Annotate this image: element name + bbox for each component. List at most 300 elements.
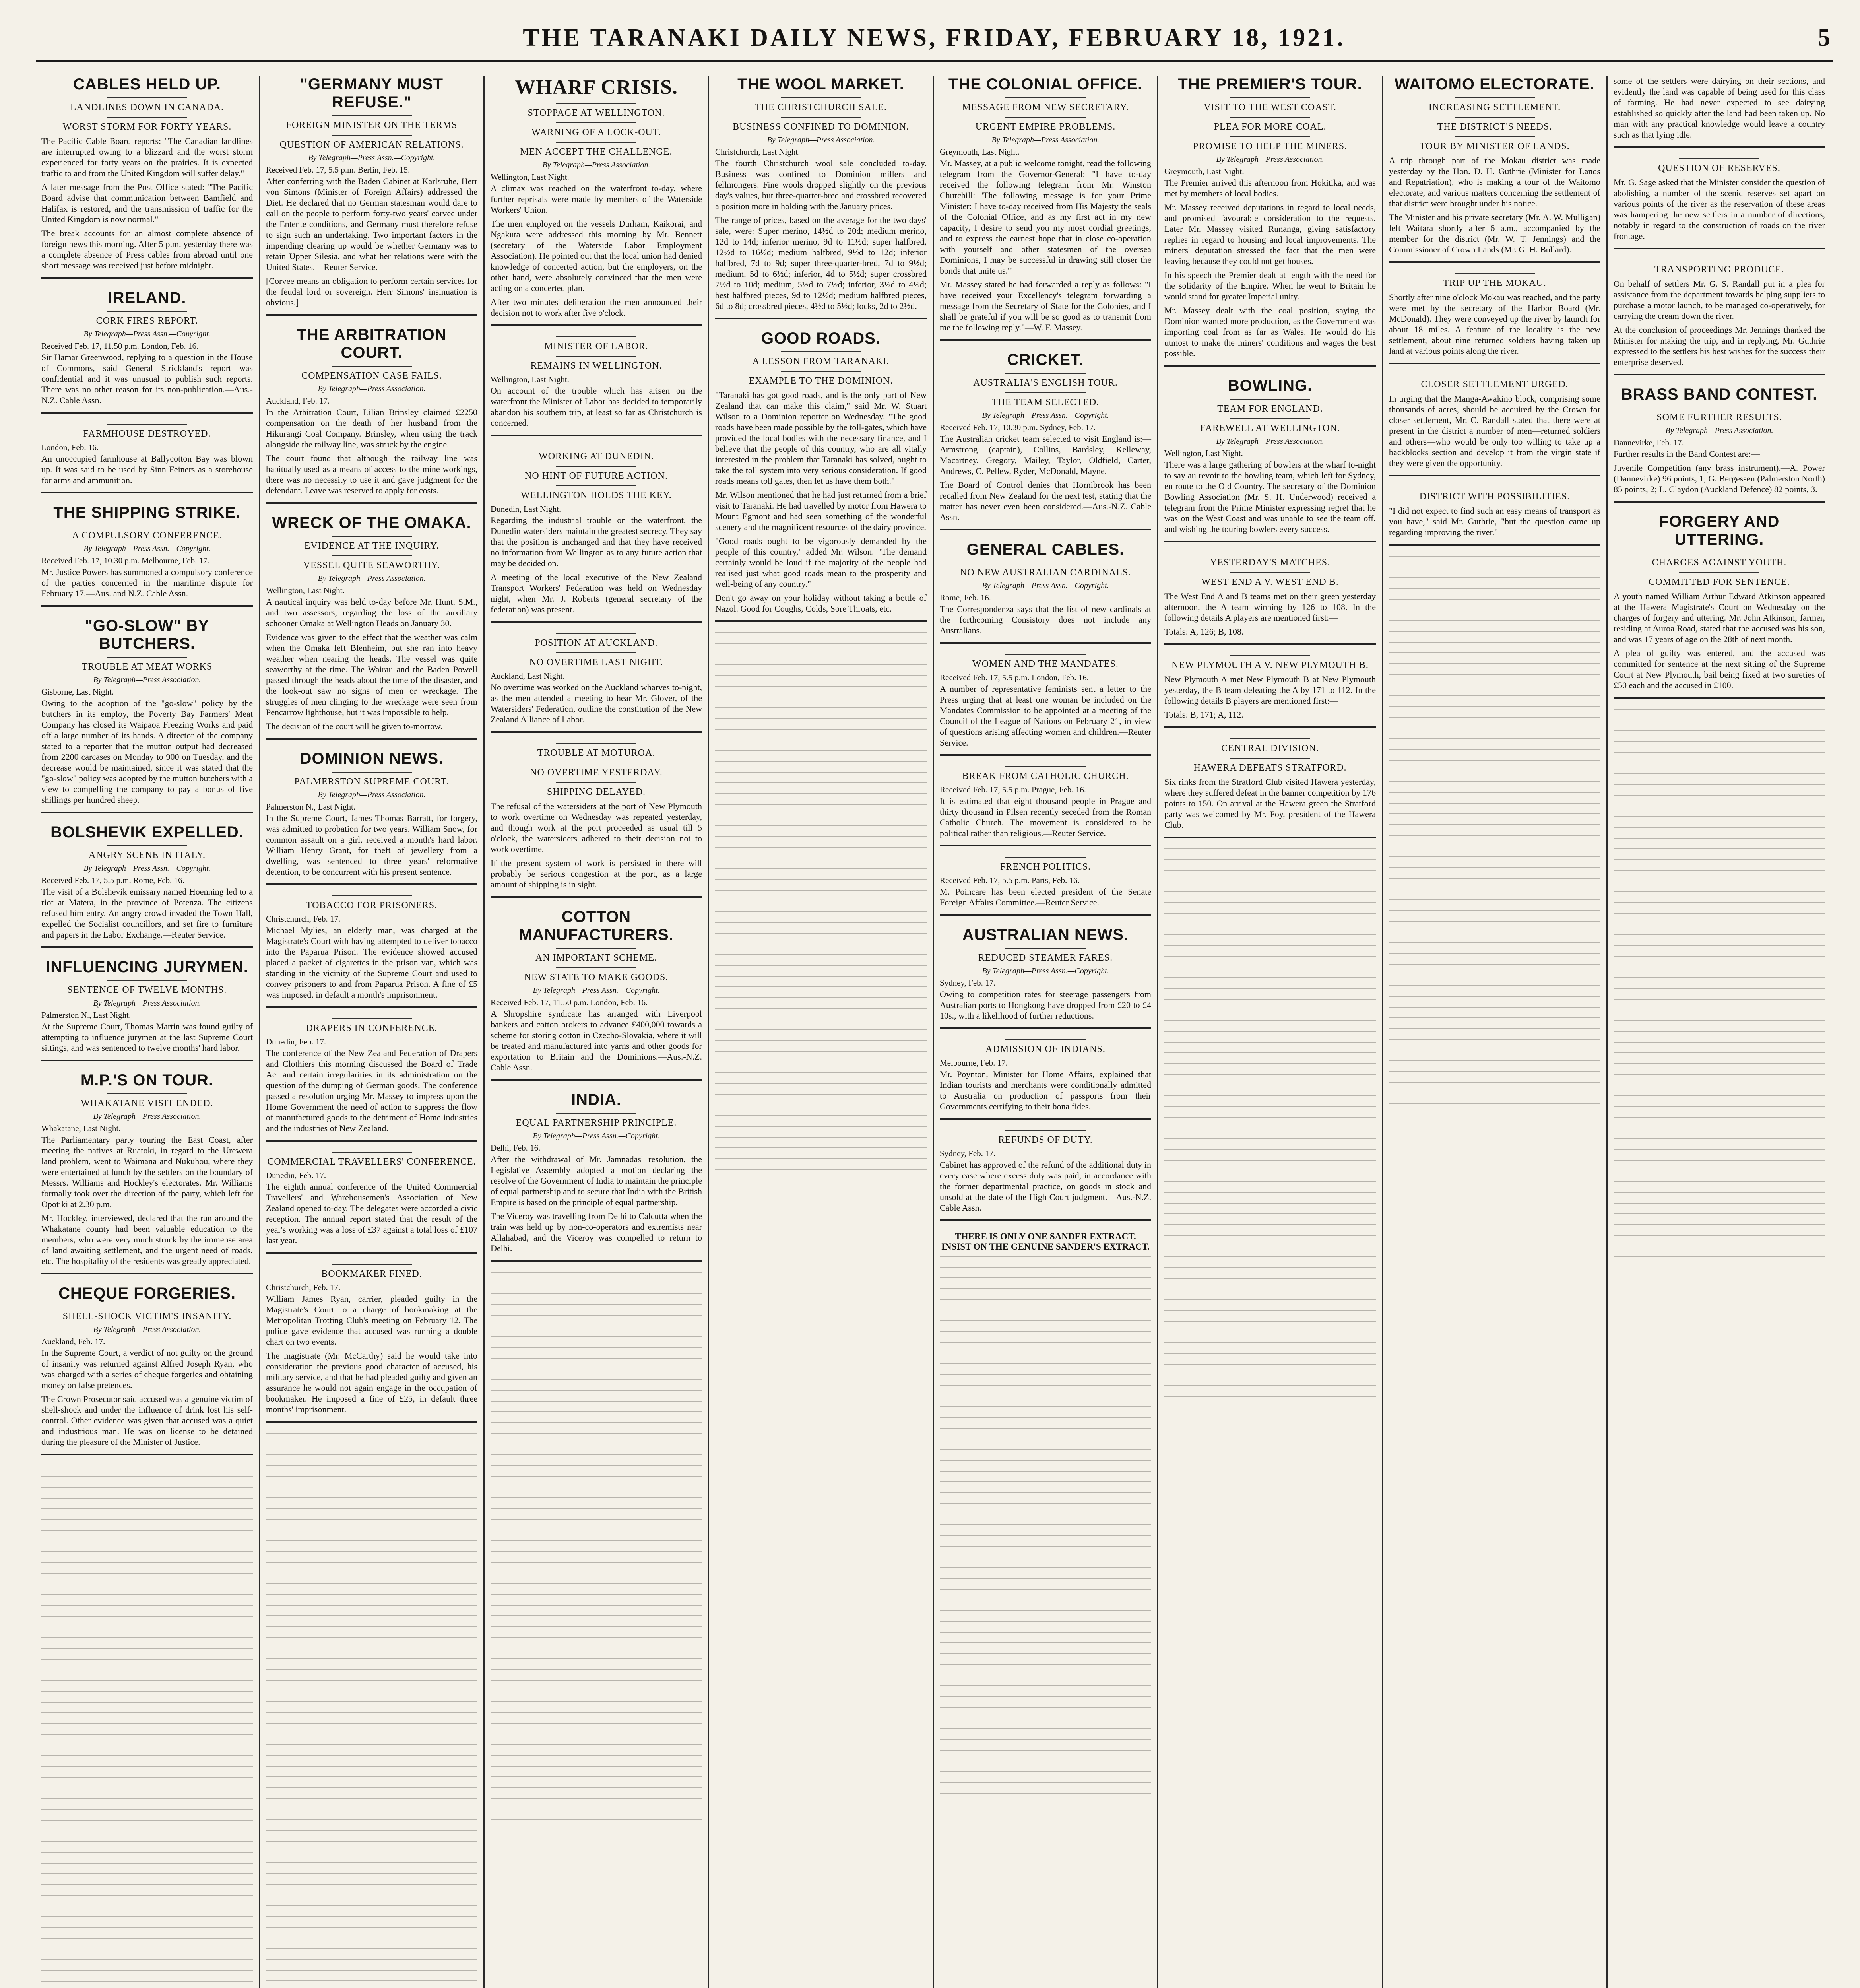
news-story [491, 336, 702, 436]
news-column [485, 76, 708, 1988]
story-paragraph: The fourth Christchurch wool sale concluded to-day. Business was confined to Dominion millers and fellmongers. Fine wools dropped slightly on the previous day's values, but three-quarter-bred and crossbred recovered a position more in holding with the January prices. [715, 158, 927, 211]
news-story [1164, 738, 1376, 838]
story-dateline: Dunedin, Feb. 17. [266, 1171, 326, 1180]
heading-rule [1005, 117, 1086, 118]
story-headline: INFLUENCING JURYMEN. [46, 958, 248, 976]
story-subhead: NO HINT OF FUTURE ACTION. [525, 471, 668, 481]
story-divider [491, 324, 702, 326]
story-paragraph: There was a large gathering of bowlers at the wharf to-night to say au revoir to the bowling team, which left for Sydney, en route to the Old Country. The secretary of the Dominion Bowling Association (Mr. S. H. Underwood) received a telegram from the Prime Minister expressing regret that he was on the West Coast and was unable to see the team off, and wishing the touring bowlers every success. [1164, 460, 1376, 534]
news-column [934, 76, 1157, 1988]
story-dateline: Wellington, Last Night. [491, 375, 569, 384]
story-byline: By Telegraph—Press Association. [542, 161, 650, 169]
story-paragraph: some of the settlers were dairying on their sections, and evidently the land was capable of being used for this class of farming. He had never expected to see dairying established so quickly after the land had been taken up. No man with any practical knowledge would leave a country such as that lying idle. [1614, 76, 1825, 140]
news-story [1164, 655, 1376, 728]
story-subhead: ADMISSION OF INDIANS. [985, 1044, 1106, 1054]
story-divider [1164, 726, 1376, 728]
story-paragraph: Mr. Wilson mentioned that he had just returned from a brief visit to Taranaki. He had travelled by motor from Hawera to Mount Egmont and had seen something of the wonderful scenery and the magnificent resources of the dairy province. [715, 490, 927, 532]
story-paragraph: On behalf of settlers Mr. G. S. Randall put in a plea for assistance from the department towards helping suppliers to purchase a motor launch, to be managed co-operatively, for carrying the cream down the river. [1614, 279, 1825, 321]
story-paragraph: Shortly after nine o'clock Mokau was reached, and the party were met by the secretary of the Harbor Board (Mr. McDonald). They were conveyed up the river by launch for about 18 miles. A feature of the locality is the new settlement, about nine returned soldiers having taken up land at various points along the river. [1389, 292, 1600, 356]
column-continuation [940, 1256, 1151, 1813]
heading-rule [1230, 136, 1310, 137]
story-subhead: A LESSON FROM TARANAKI. [752, 356, 890, 367]
news-story [491, 1091, 702, 1262]
story-subhead: SENTENCE OF TWELVE MONTHS. [67, 985, 227, 995]
story-byline: By Telegraph—Press Association. [1665, 426, 1773, 435]
heading-rule [556, 485, 636, 486]
story-paragraph: The eighth annual conference of the United Commercial Travellers' and Warehousemen's Association of New Zealand opened to-day. The delegates were accorded a civic reception. The annual report stated that the result of the year's working was a loss of £37 against a total loss of £107 last year. [266, 1182, 477, 1245]
story-paragraph: "Good roads ought to be vigorously demanded by the people of this country," added Mr. Wilson. "The demand certainly would be loud if the majority of the people had realised just what good roads mean to the prosperity and well-being of any country." [715, 536, 927, 589]
story-subhead: WORST STORM FOR FORTY YEARS. [62, 122, 232, 132]
heading-rule [1455, 117, 1535, 118]
story-subhead: TOBACCO FOR PRISONERS. [306, 900, 438, 911]
story-dateline: Received Feb. 17, 5.5 p.m. Prague, Feb. 16. [940, 785, 1086, 794]
column-continuation [1164, 848, 1376, 1405]
heading-rule [1230, 117, 1310, 118]
story-paragraph: The Viceroy was travelling from Delhi to Calcutta when the train was held up by non-co-operators and extremists near Allahabad, and the Viceroy was compelled to return to Delhi. [491, 1211, 702, 1253]
column-rule [483, 76, 485, 1988]
news-story [41, 823, 253, 948]
story-headline: M.P.'S ON TOUR. [80, 1072, 214, 1089]
story-dateline: Dunedin, Feb. 17. [266, 1037, 326, 1046]
heading-rule [1005, 1039, 1086, 1040]
news-story [940, 76, 1151, 341]
news-story [1164, 377, 1376, 542]
story-paragraph: At the conclusion of proceedings Mr. Jennings thanked the Minister for making the trip, and in replying, Mr. Guthrie expressed to the settlers his best wishes for the success their enterprise deserved. [1614, 325, 1825, 367]
page-number: 5 [1818, 24, 1830, 51]
story-paragraph: Mr. Massey dealt with the coal position, saying the Dominion wanted more production, as the Government was importing coal from as far as Wales. He would do his utmost to make the miners' conditions and wages the best possible. [1164, 305, 1376, 358]
story-paragraph: A later message from the Post Office stated: "The Pacific Board advise that communication between Bamfield and Halifax is restored, and the transmission of traffic for the United Kingdom is now normal." [41, 182, 253, 224]
story-subhead: COMPENSATION CASE FAILS. [301, 371, 442, 381]
story-subhead: DRAPERS IN CONFERENCE. [306, 1023, 438, 1033]
story-subhead: AUSTRALIA'S ENGLISH TOUR. [973, 378, 1118, 388]
heading-rule [1005, 373, 1086, 374]
story-divider [41, 1273, 253, 1274]
news-story [41, 1285, 253, 1455]
story-paragraph: A youth named William Arthur Edward Atkinson appeared at the Hawera Magistrate's Court on Wednesday on the charges of forgery and uttering. Mr. John Atkinson, farmer, residing at Auroa Road, stated that the accused was his son, and was 17 years of age on the 28th of next month. [1614, 591, 1825, 644]
column-rule [259, 76, 260, 1988]
story-paragraph: Evidence was given to the effect that the weather was calm when the Omaka left Blenheim, but she ran into heavy weather when nearing the heads. The vessel was quite seaworthy at the time. The Wairau and the Baden Powell passed through the heads about the time of the disaster, and the look-out saw no signs of men or wreckage. The struggles of men clinging to the wreckage were seen from Pencarrow lighthouse, but it was impossible to help. [266, 632, 477, 717]
story-paragraph: After two minutes' deliberation the men announced their decision not to work after five o'clock. [491, 297, 702, 318]
story-subhead: SOME FURTHER RESULTS. [1656, 412, 1782, 423]
story-dateline: Sydney, Feb. 17. [940, 978, 996, 988]
story-divider [266, 883, 477, 885]
story-subhead: EVIDENCE AT THE INQUIRY. [304, 541, 439, 551]
story-divider [266, 1421, 477, 1423]
story-dateline: Christchurch, Feb. 17. [266, 1283, 341, 1292]
news-story [940, 351, 1151, 530]
news-story [940, 1130, 1151, 1221]
story-headline: GENERAL CABLES. [966, 541, 1125, 558]
story-subhead: TRIP UP THE MOKAU. [1443, 278, 1546, 288]
story-subhead: INCREASING SETTLEMENT. [1428, 102, 1561, 113]
story-paragraph: The Board of Control denies that Hornibrook has been recalled from New Zealand for the next test, stating that the matter has never even been considered.—Aus.-N.Z. Cable Assn. [940, 480, 1151, 522]
news-story [1614, 513, 1825, 699]
heading-rule [556, 743, 636, 744]
heading-rule [556, 122, 636, 123]
story-byline: By Telegraph—Press Association. [318, 790, 426, 799]
story-divider [940, 845, 1151, 846]
news-column [260, 76, 483, 1988]
story-dateline: Rome, Feb. 16. [940, 593, 991, 602]
story-divider [41, 412, 253, 414]
story-dateline: Greymouth, Last Night. [1164, 167, 1244, 176]
story-paragraph: If the present system of work is persisted in there will probably be serious congestion at the port, as a large amount of shipping is in sight. [491, 858, 702, 889]
story-paragraph: "Taranaki has got good roads, and is the only part of New Zealand that can make this claim," said Mr. W. Stuart Wilson to a Dominion reporter on Wednesday. "The good roads have been made possible by the toll-gates, which have provided the local bodies with the necessary finance, and I believe that the people of this country, who are all vitally interested in the problem that Taranaki has solved, ought to take the toll system into very serious consideration. If good roads means toll gates, then let us have them both." [715, 390, 927, 486]
heading-rule [1230, 399, 1310, 400]
story-subhead: FOREIGN MINISTER ON THE TERMS [286, 120, 458, 130]
story-divider [41, 605, 253, 607]
story-divider [266, 502, 477, 504]
news-story [491, 743, 702, 898]
story-paragraph: The men employed on the vessels Durham, Kaikorai, and Ngakuta were addressed this morning by Mr. Bennett (secretary of the Waterside Labor Employment Association). He pointed out that the local union had denied knowledge of concerted action, but the employers, on the other hand, were absolutely convinced that the men were acting on a concerted plan. [491, 219, 702, 293]
story-divider [940, 1027, 1151, 1029]
advertisement: THERE IS ONLY ONE SANDER EXTRACT. INSIST ON THE GENUINE SANDER'S EXTRACT. [941, 1231, 1150, 1252]
heading-rule [1455, 97, 1535, 98]
story-byline: By Telegraph—Press Association. [318, 574, 426, 583]
story-headline: CRICKET. [1007, 351, 1084, 369]
story-dateline: Christchurch, Feb. 17. [266, 914, 341, 924]
story-byline: By Telegraph—Press Association. [767, 136, 875, 144]
story-paragraph: A meeting of the local executive of the New Zealand Transport Workers' Federation was held on Wednesday night, when Mr. J. Roberts (general secretary of the federation) was present. [491, 572, 702, 614]
story-subhead: REMAINS IN WELLINGTON. [530, 361, 662, 371]
story-divider [1614, 501, 1825, 503]
story-paragraph: The range of prices, based on the average for the two days' sale, were: Super merino, 14½d to 20d; medium merino, 12d to 14d; inferior merino, 9d to 11½d; super halfbred, 12½d to 16½d; medium halfbred, 9½d to 12d; inferior halfbred, 7d to 9d; super three-quarter-bred, 7d to 9½d; medium, 5d to 6½d; inferior, 4d to 5½d; super crossbred 7½d to 10d; medium, 5½d to 7½d; inferior, 3½d to 4½d; best halfbred pieces, 9d to 12½d; medium halfbred pieces, 6d to 8d; crossbred pieces, 4½d to 5½d; locks, 2d to 2½d. [715, 215, 927, 311]
story-byline: By Telegraph—Press Association. [991, 136, 1100, 144]
story-subhead: TRANSPORTING PRODUCE. [1654, 264, 1784, 275]
story-dateline: Received Feb. 17, 5.5 p.m. Paris, Feb. 16. [940, 876, 1080, 885]
story-subhead: THE TEAM SELECTED. [991, 397, 1100, 408]
story-divider [1614, 697, 1825, 699]
heading-rule [1005, 1130, 1086, 1131]
news-story [940, 926, 1151, 1029]
heading-rule [1455, 273, 1535, 274]
story-paragraph: Mr. Hockley, interviewed, declared that the run around the Whakatane county had been valuable education to the members, who were very much struck by the immense area of land awaiting settlement, and the urgent need of roads, etc. The hospitality of the residents was greatly appreciated. [41, 1213, 253, 1266]
story-headline: BRASS BAND CONTEST. [1621, 386, 1818, 403]
heading-rule [1230, 418, 1310, 419]
story-paragraph: The court found that although the railway line was habitually used as a means of access to the mine workings, there was no necessity to use it and gave judgment for the defendant. Leave was reserved to apply for costs. [266, 453, 477, 495]
story-subhead: HAWERA DEFEATS STRATFORD. [1193, 763, 1347, 773]
heading-rule [107, 845, 187, 846]
heading-rule [1005, 766, 1086, 767]
news-story [1164, 553, 1376, 645]
story-paragraph: [Corvee means an obligation to perform certain services for the feudal lord or sovereign. Herr Simons' insinuation is obvious.] [266, 276, 477, 307]
column-rule [1382, 76, 1383, 1988]
news-story [266, 326, 477, 504]
heading-rule [1005, 948, 1086, 949]
story-subhead: DISTRICT WITH POSSIBILITIES. [1419, 491, 1570, 502]
heading-rule [1005, 392, 1086, 393]
heading-rule [556, 948, 636, 949]
story-headline: INDIA. [571, 1091, 621, 1109]
story-subhead: COMMITTED FOR SENTENCE. [1649, 577, 1790, 587]
story-paragraph: Totals: A, 126; B, 108. [1164, 627, 1244, 637]
story-byline: By Telegraph—Press Assn.—Copyright. [533, 986, 660, 995]
story-divider [41, 277, 253, 279]
story-byline: By Telegraph—Press Assn.—Copyright. [83, 864, 211, 873]
story-subhead: EXAMPLE TO THE DOMINION. [749, 376, 893, 386]
story-headline: GOOD ROADS. [761, 330, 881, 347]
story-headline: THE PREMIER'S TOUR. [1178, 76, 1362, 93]
heading-rule [556, 336, 636, 337]
heading-rule [332, 1152, 412, 1153]
story-subhead: WEST END A V. WEST END B. [1201, 577, 1339, 587]
story-subhead: TOUR BY MINISTER OF LANDS. [1420, 141, 1570, 151]
story-subhead: SHIPPING DELAYED. [547, 787, 646, 797]
story-headline: BOLSHEVIK EXPELLED. [50, 823, 244, 841]
story-divider [1164, 643, 1376, 645]
heading-rule [107, 117, 187, 118]
story-dateline: Christchurch, Last Night. [715, 147, 800, 157]
story-byline: By Telegraph—Press Assn.—Copyright. [982, 411, 1109, 420]
heading-rule [781, 117, 861, 118]
story-subhead: TROUBLE AT MEAT WORKS [81, 662, 213, 672]
story-divider [41, 812, 253, 813]
story-subhead: BUSINESS CONFINED TO DOMINION. [733, 122, 909, 132]
story-subhead: THE CHRISTCHURCH SALE. [754, 102, 887, 113]
story-subhead: MEN ACCEPT THE CHALLENGE. [520, 147, 673, 157]
story-divider [940, 914, 1151, 916]
story-divider [715, 318, 927, 319]
story-dateline: Gisborne, Last Night. [41, 687, 114, 697]
heading-rule [332, 536, 412, 537]
story-dateline: Auckland, Last Night. [491, 671, 565, 681]
story-subhead: BREAK FROM CATHOLIC CHURCH. [962, 771, 1129, 781]
story-paragraph: Regarding the industrial trouble on the waterfront, the Dunedin watersiders maintain the greatest secrecy. They say that the position is unchanged and that they have received no information from Wellington as to any future action that may be decided on. [491, 515, 702, 568]
column-rule [708, 76, 709, 1988]
story-subhead: TEAM FOR ENGLAND. [1217, 404, 1323, 414]
story-divider [940, 1219, 1151, 1221]
story-subhead: WHAKATANE VISIT ENDED. [81, 1098, 213, 1109]
story-paragraph: Six rinks from the Stratford Club visited Hawera yesterday, where they suffered defeat in the banner competition by 176 points to 150. On arrival at the Hawera green the Stratford party was welcomed by Mr. Foy, president of the Hawera Club. [1164, 777, 1376, 830]
story-subhead: MINISTER OF LABOR. [544, 341, 648, 351]
story-paragraph: Mr. Massey stated he had forwarded a reply as follows: "I have received your Excellency's telegram forwarding a message from the Secretary of State for the Colonies, and I shall be grateful if you will be so good as to transmit from me the following reply."—W. F. Massey. [940, 280, 1151, 332]
news-story [940, 654, 1151, 756]
story-byline: By Telegraph—Press Association. [93, 1325, 201, 1334]
story-paragraph: An unoccupied farmhouse at Ballycotton Bay was blown up. It was said to be used by Sinn Feiners as a storehouse for arms and ammunition. [41, 454, 253, 485]
story-divider [1164, 365, 1376, 367]
story-paragraph: In the Supreme Court, a verdict of not guilty on the ground of insanity was returned against Alfred Joseph Ryan, who was charged with a series of cheque forgeries and obtaining money on false pretences. [41, 1348, 253, 1390]
story-dateline: Palmerston N., Last Night. [41, 1010, 131, 1020]
story-divider [41, 946, 253, 948]
story-subhead: NEW PLYMOUTH A V. NEW PLYMOUTH B. [1171, 660, 1369, 670]
story-subhead: REDUCED STEAMER FARES. [978, 953, 1113, 963]
story-divider [1389, 261, 1600, 263]
story-headline: WHARF CRISIS. [515, 76, 678, 99]
heading-rule [107, 424, 187, 425]
column-rule [933, 76, 934, 1988]
story-paragraph: In the Supreme Court, James Thomas Barratt, for forgery, was admitted to probation for two years. William Snow, for common assault on a girl, received a month's hard labor. William Henry Grant, for theft of jewellery from a dwelling, was sentenced to three years' reformative detention, to be concurrent with his present sentence. [266, 813, 477, 877]
story-dateline: London, Feb. 16. [41, 443, 99, 452]
story-byline: By Telegraph—Press Assn.—Copyright. [83, 544, 211, 553]
story-dateline: Dunedin, Last Night. [491, 504, 561, 514]
story-divider [1164, 541, 1376, 542]
story-dateline: Received Feb. 17, 10.30 p.m. Melbourne, Feb. 17. [41, 556, 209, 565]
news-story [1389, 273, 1600, 364]
story-paragraph: The visit of a Bolshevik emissary named Hoenning led to a riot at Matera, in the province of Potenza. The citizens refused him entry. An angry crowd invaded the Town Hall, expelled the Socialist councillors, and set fire to furniture and papers in the Labor Exchange.—Reuter Service. [41, 887, 253, 940]
story-subhead: CLOSER SETTLEMENT URGED. [1421, 379, 1569, 390]
story-divider [41, 1454, 253, 1455]
heading-rule [1230, 758, 1310, 759]
story-divider [1389, 475, 1600, 476]
story-subhead: NO OVERTIME YESTERDAY. [530, 767, 663, 778]
news-story [940, 766, 1151, 846]
heading-rule [781, 371, 861, 372]
news-story [266, 895, 477, 1008]
heading-rule [556, 142, 636, 143]
story-paragraph: The Pacific Cable Board reports: "The Canadian landlines are interrupted owing to a blizzard and the worst storm experienced for forty years on the prairies. It is expected traffic to and from the United Kingdom will suffer delay." [41, 136, 253, 178]
story-divider [266, 738, 477, 740]
story-subhead: POSITION AT AUCKLAND. [535, 638, 658, 648]
story-headline: THE ARBITRATION COURT. [297, 326, 447, 361]
heading-rule [332, 1018, 412, 1019]
news-story [266, 76, 477, 316]
story-byline: By Telegraph—Press Association. [93, 999, 201, 1008]
story-divider [940, 339, 1151, 341]
heading-rule [332, 115, 412, 116]
story-byline: By Telegraph—Press Assn.—Copyright. [982, 581, 1109, 590]
story-subhead: ANGRY SCENE IN ITALY. [88, 850, 206, 860]
story-subhead: WELLINGTON HOLDS THE KEY. [521, 490, 672, 501]
story-subhead: SHELL-SHOCK VICTIM'S INSANITY. [62, 1311, 232, 1322]
story-divider [1164, 837, 1376, 838]
story-paragraph: The magistrate (Mr. McCarthy) said he would take into consideration the previous good character of accused, his military service, and that he had pleaded guilty and given an assurance he would not again engage in the occupation of bookmaker. He imposed a fine of £25, in default three months' imprisonment. [266, 1351, 477, 1414]
news-column [1159, 76, 1381, 1988]
heading-rule [1005, 97, 1086, 98]
news-column [36, 76, 258, 1988]
heading-rule [107, 1093, 187, 1094]
story-byline: By Telegraph—Press Association. [93, 676, 201, 684]
story-paragraph: Totals: B, 171; A, 112. [1164, 710, 1243, 720]
story-subhead: URGENT EMPIRE PROBLEMS. [975, 122, 1116, 132]
story-paragraph: A nautical inquiry was held to-day before Mr. Hunt, S.M., and two assessors, regarding the loss of the auxiliary schooner Omaka at Wellington Heads on January 30. [266, 597, 477, 628]
heading-rule [1230, 97, 1310, 98]
story-divider [1614, 248, 1825, 249]
heading-rule [332, 366, 412, 367]
news-story [266, 514, 477, 740]
column-continuation [1614, 709, 1825, 1266]
story-byline: By Telegraph—Press Assn.—Copyright. [83, 330, 211, 338]
story-paragraph: Mr. Poynton, Minister for Home Affairs, explained that Indian tourists and merchants were conditionally admitted to Australia on production of passports from their Governments certifying to their bona fides. [940, 1069, 1151, 1111]
story-paragraph: The refusal of the watersiders at the port of New Plymouth to work overtime on Wednesday was repeated yesterday, and though work at the port proceeded as usual till 5 o'clock, the watersiders adhered to their decision not to work overtime. [491, 801, 702, 854]
heading-rule [1455, 136, 1535, 137]
story-paragraph: The Crown Prosecutor said accused was a genuine victim of shell-shock and under the influence of drink lost his self-control. Other evidence was given that accused was a quiet and industrious man. He was on license to be detained during the pleasure of the Minister of Justice. [41, 1394, 253, 1447]
story-subhead: CORK FIRES REPORT. [96, 316, 198, 326]
story-subhead: FRENCH POLITICS. [1000, 862, 1091, 872]
story-paragraph: Further results in the Band Contest are:— [1614, 449, 1760, 459]
heading-rule [781, 97, 861, 98]
story-divider [491, 1260, 702, 1262]
story-subhead: QUESTION OF RESERVES. [1658, 163, 1780, 173]
story-paragraph: Mr. Justice Powers has summoned a compulsory conference of the parties concerned in the maritime dispute for February 17.—Aus. and N.Z. Cable Assn. [41, 567, 253, 598]
news-story [715, 76, 927, 319]
story-dateline: Wellington, Last Night. [266, 586, 345, 595]
news-story [1389, 487, 1600, 546]
story-subhead: BOOKMAKER FINED. [321, 1269, 422, 1279]
story-divider [491, 621, 702, 623]
story-subhead: THE DISTRICT'S NEEDS. [1437, 122, 1552, 132]
news-story [41, 617, 253, 813]
column-rule [1157, 76, 1158, 1988]
story-subhead: PLEA FOR MORE COAL. [1214, 122, 1327, 132]
story-divider [1614, 374, 1825, 375]
story-subhead: QUESTION OF AMERICAN RELATIONS. [279, 140, 464, 150]
column-continuation [715, 632, 927, 1189]
story-subhead: NO OVERTIME LAST NIGHT. [529, 657, 663, 668]
story-paragraph: After conferring with the Baden Cabinet at Karlsruhe, Herr von Simons (Minister of Foreign Affairs) addressed the Diet. He declared that no German statesman would dare to call on the people to perform forty-two years' corvee under the Entente conditions, and Germany must therefore refuse to sign such an undertaking. Two important factors in the impending clearing up would be whether Germany was to retain Upper Silesia, and what her relations were with the United States.—Reuter Service. [266, 176, 477, 272]
heading-rule [556, 103, 636, 104]
heading-rule [332, 555, 412, 556]
story-paragraph: In the Arbitration Court, Lilian Brinsley claimed £2250 compensation on the death of her husband from the Hikurangi Coal Company. Brinsley, when using the track alongside the railway line, was struck by the engine. [266, 407, 477, 449]
heading-rule [556, 967, 636, 968]
story-byline: By Telegraph—Press Assn.—Copyright. [533, 1132, 660, 1140]
story-subhead: FARMHOUSE DESTROYED. [83, 429, 211, 439]
story-dateline: Greymouth, Last Night. [940, 147, 1020, 157]
story-divider [266, 1252, 477, 1254]
news-story [41, 1072, 253, 1274]
story-paragraph: In urging that the Manga-Awakino block, comprising some thousands of acres, should be acquired by the Crown for closer settlement, Mr. C. Randall stated that there were at present in the district a number of men—returned soldiers and others—who would be only too willing to take up a backblocks section and develop it from the virgin state if they were given the opportunity. [1389, 394, 1600, 468]
story-dateline: Auckland, Feb. 17. [41, 1337, 105, 1346]
heading-rule [1230, 655, 1310, 656]
story-paragraph: In his speech the Premier dealt at length with the need for the solidarity of the Empire. When he went to Britain he would stand for greater Imperial unity. [1164, 270, 1376, 301]
heading-rule [556, 1113, 636, 1114]
story-subhead: PALMERSTON SUPREME COURT. [294, 777, 449, 787]
story-headline: DOMINION NEWS. [300, 750, 444, 767]
masthead-title: THE TARANAKI DAILY NEWS, FRIDAY, FEBRUARY 18, 1921. [523, 24, 1346, 51]
story-paragraph: "I did not expect to find such an easy means of transport as you have," said Mr. Guthrie, "but the question came up regarding improving the river." [1389, 506, 1600, 537]
heading-rule [1230, 738, 1310, 739]
story-divider [266, 1140, 477, 1142]
story-paragraph: Sir Hamar Greenwood, replying to a question in the House of Commons, said General Strickland's report was confidential and it was unusual to publish such reports. There was no other reason for its non-publication.—Aus.-N.Z. Cable Assn. [41, 352, 253, 405]
news-story [266, 1018, 477, 1142]
news-story [940, 857, 1151, 916]
story-paragraph: A climax was reached on the waterfront to-day, where further reprisals were made by members of the Waterside Workers' Union. [491, 183, 702, 215]
story-headline: THE SHIPPING STRIKE. [53, 504, 241, 521]
story-subhead: MESSAGE FROM NEW SECRETARY. [962, 102, 1129, 113]
news-story [1614, 76, 1825, 148]
column-continuation [41, 1466, 253, 1988]
news-story [41, 424, 253, 493]
heading-rule [556, 782, 636, 783]
story-headline: THE WOOL MARKET. [737, 76, 904, 93]
heading-rule [1679, 158, 1759, 159]
story-subhead: A COMPULSORY CONFERENCE. [72, 530, 222, 541]
news-story [266, 1264, 477, 1423]
story-byline: By Telegraph—Press Assn.—Copyright. [982, 967, 1109, 975]
story-subhead: CENTRAL DIVISION. [1221, 743, 1319, 753]
story-divider [491, 435, 702, 436]
story-headline: CHEQUE FORGERIES. [58, 1285, 236, 1302]
story-dateline: Received Feb. 17, 5.5 p.m. Berlin, Feb. 15. [266, 165, 410, 175]
story-paragraph: The Parliamentary party touring the East Coast, after meeting the natives at Ruatoki, in regard to the Urewera land problem, went to Waimana and Nukuhou, where they were entertained at lunch by the settlers on the boundary of Messrs. Williams and Hockley's electorates. Mr. Williams formally took over the direction of the party, which left for Opotiki at 2.30 p.m. [41, 1135, 253, 1209]
story-paragraph: The West End A and B teams met on their green yesterday afternoon, the A team winning by 126 to 108. In the following details A players are mentioned first:— [1164, 591, 1376, 623]
story-dateline: Delhi, Feb. 16. [491, 1143, 541, 1153]
heading-rule [1005, 654, 1086, 655]
story-subhead: PROMISE TO HELP THE MINERS. [1193, 141, 1348, 151]
story-subhead: YESTERDAY'S MATCHES. [1210, 557, 1331, 568]
heading-rule [556, 466, 636, 467]
story-dateline: Received Feb. 17, 11.50 p.m. London, Feb. 16. [41, 341, 199, 351]
story-subhead: WOMEN AND THE MANDATES. [972, 659, 1119, 669]
story-byline: By Telegraph—Press Association. [1216, 437, 1324, 446]
story-subhead: VISIT TO THE WEST COAST. [1204, 102, 1336, 113]
heading-rule [556, 652, 636, 653]
news-story [41, 289, 253, 414]
story-paragraph: Mr. Massey received deputations in regard to local needs, and promised favourable consideration to the requests. Later Mr. Massey visited Runanga, giving satisfactory replies in regard to housing and local improvements. The miners' deputation stressed the fact that the men were leaving because they could not get houses. [1164, 202, 1376, 266]
story-byline: By Telegraph—Press Assn.—Copyright. [308, 153, 435, 162]
masthead [36, 24, 1833, 62]
story-paragraph: A Shropshire syndicate has arranged with Liverpool bankers and cotton brokers to advance £400,000 towards a scheme for storing cotton in Czecho-Slovakia, where it will be treated and manufactured into yarns and other goods for exportation to Britain and the Dominions.—Aus.-N.Z. Cable Assn. [491, 1009, 702, 1072]
column-continuation [491, 1272, 702, 1829]
